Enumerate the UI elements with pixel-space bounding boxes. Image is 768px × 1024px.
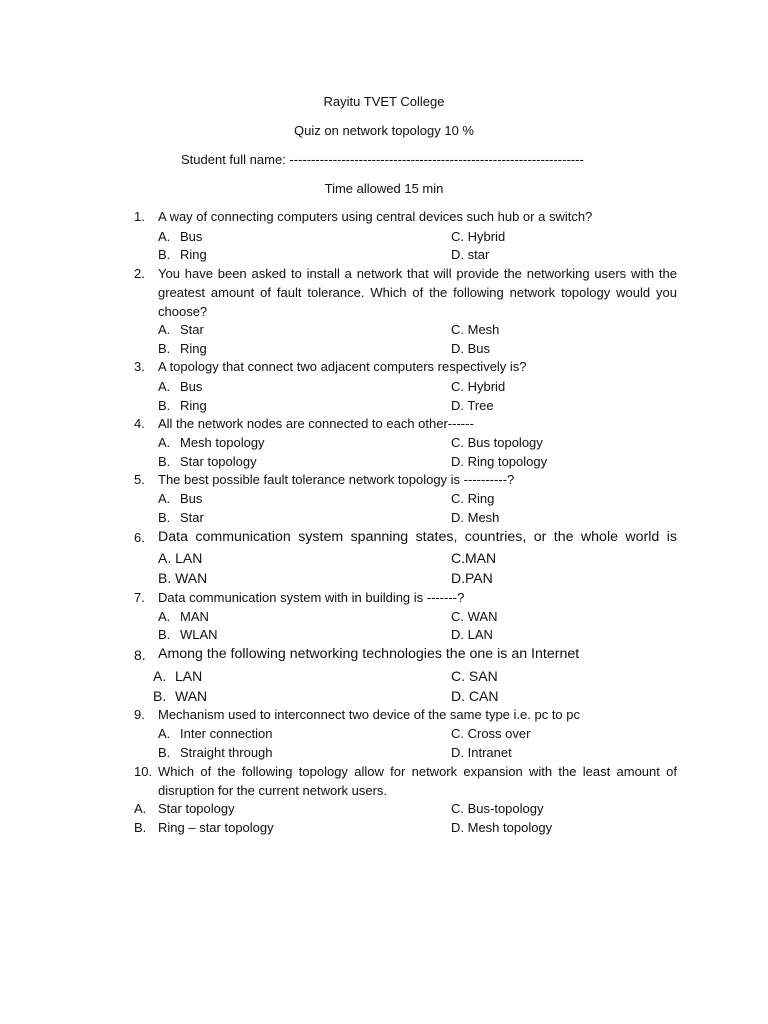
option-d: D. CAN bbox=[451, 688, 499, 704]
question-number: 6. bbox=[134, 530, 145, 545]
option-a: A. MAN bbox=[158, 609, 209, 624]
option-b: B. WLAN bbox=[158, 627, 218, 642]
option-d: D. star bbox=[451, 247, 490, 262]
question-text: Which of the following topology allow for network expansion with the least amount of disruption for the current network users. bbox=[158, 764, 677, 798]
question-text: Mechanism used to interconnect two device of the same type i.e. pc to pc bbox=[158, 707, 580, 722]
question-text: The best possible fault tolerance network topology is ----------? bbox=[158, 472, 515, 487]
option-a: A. Bus bbox=[158, 379, 203, 394]
option-c: C. Bus-topology bbox=[451, 801, 544, 816]
option-d: D. Tree bbox=[451, 398, 494, 413]
option-c: C.MAN bbox=[451, 550, 497, 566]
question-text: Data communication system with in building is -------? bbox=[158, 590, 465, 605]
option-c: C. Hybrid bbox=[451, 229, 506, 244]
option-d: D. Intranet bbox=[451, 745, 512, 760]
question-number: 8. bbox=[134, 647, 146, 663]
option-d: D.PAN bbox=[451, 570, 493, 586]
option-c: C. Mesh bbox=[451, 322, 500, 337]
question-number: 4. bbox=[134, 416, 145, 431]
option-a: A. Bus bbox=[158, 229, 203, 244]
option-b: B. WAN bbox=[153, 688, 208, 704]
option-b: B. Star bbox=[158, 510, 204, 525]
question-number: 5. bbox=[134, 472, 145, 487]
option-a: A. Star topology bbox=[134, 801, 235, 816]
question-number: 3. bbox=[134, 359, 145, 374]
question-number: 1. bbox=[134, 209, 145, 224]
question-text: Among the following networking technologies the one is an Internet bbox=[158, 646, 580, 662]
option-d: D. Ring topology bbox=[451, 454, 548, 469]
option-b: B. WAN bbox=[158, 570, 208, 586]
student-name-field: Student full name: -------------------------------------------------------------------- bbox=[181, 152, 584, 167]
option-b: B. Ring bbox=[158, 341, 207, 356]
question-number: 10. bbox=[134, 764, 153, 779]
option-c: C. Cross over bbox=[451, 726, 531, 741]
option-a: A. Mesh topology bbox=[158, 435, 265, 450]
option-b: B. Ring bbox=[158, 398, 207, 413]
option-c: C. Hybrid bbox=[451, 379, 506, 394]
option-d: D. Mesh topology bbox=[451, 820, 553, 835]
option-d: D. Mesh bbox=[451, 510, 500, 525]
option-a: A. Star bbox=[158, 322, 204, 337]
option-c: C. WAN bbox=[451, 609, 498, 624]
option-c: C. Bus topology bbox=[451, 435, 543, 450]
option-a: A. Inter connection bbox=[158, 726, 273, 741]
time-allowed: Time allowed 15 min bbox=[324, 181, 444, 196]
question-number: 7. bbox=[134, 590, 145, 605]
question-text: All the network nodes are connected to each other------ bbox=[158, 416, 474, 431]
option-d: D. LAN bbox=[451, 627, 493, 642]
option-b: B. Straight through bbox=[158, 745, 273, 760]
question-text: A topology that connect two adjacent computers respectively is? bbox=[158, 359, 527, 374]
question-text: Data communication system spanning states, countries, or the whole world is bbox=[158, 529, 677, 545]
option-d: D. Bus bbox=[451, 341, 491, 356]
question-text: You have been asked to install a network that will provide the networking users with the greatest amount of fault tolerance. Which of the following network topology would you choose? bbox=[158, 266, 677, 319]
option-c: C. SAN bbox=[451, 668, 498, 684]
option-a: A. Bus bbox=[158, 491, 203, 506]
quiz-title: Quiz on network topology 10 % bbox=[294, 123, 474, 138]
option-a: A. LAN bbox=[158, 550, 203, 566]
question-text: A way of connecting computers using central devices such hub or a switch? bbox=[158, 209, 593, 224]
option-b: B. Ring – star topology bbox=[134, 820, 274, 835]
option-b: B. Star topology bbox=[158, 454, 257, 469]
question-number: 9. bbox=[134, 707, 145, 722]
question-number: 2. bbox=[134, 266, 145, 281]
option-b: B. Ring bbox=[158, 247, 207, 262]
option-c: C. Ring bbox=[451, 491, 495, 506]
college-name: Rayitu TVET College bbox=[323, 94, 445, 109]
option-a: A. LAN bbox=[153, 668, 203, 684]
